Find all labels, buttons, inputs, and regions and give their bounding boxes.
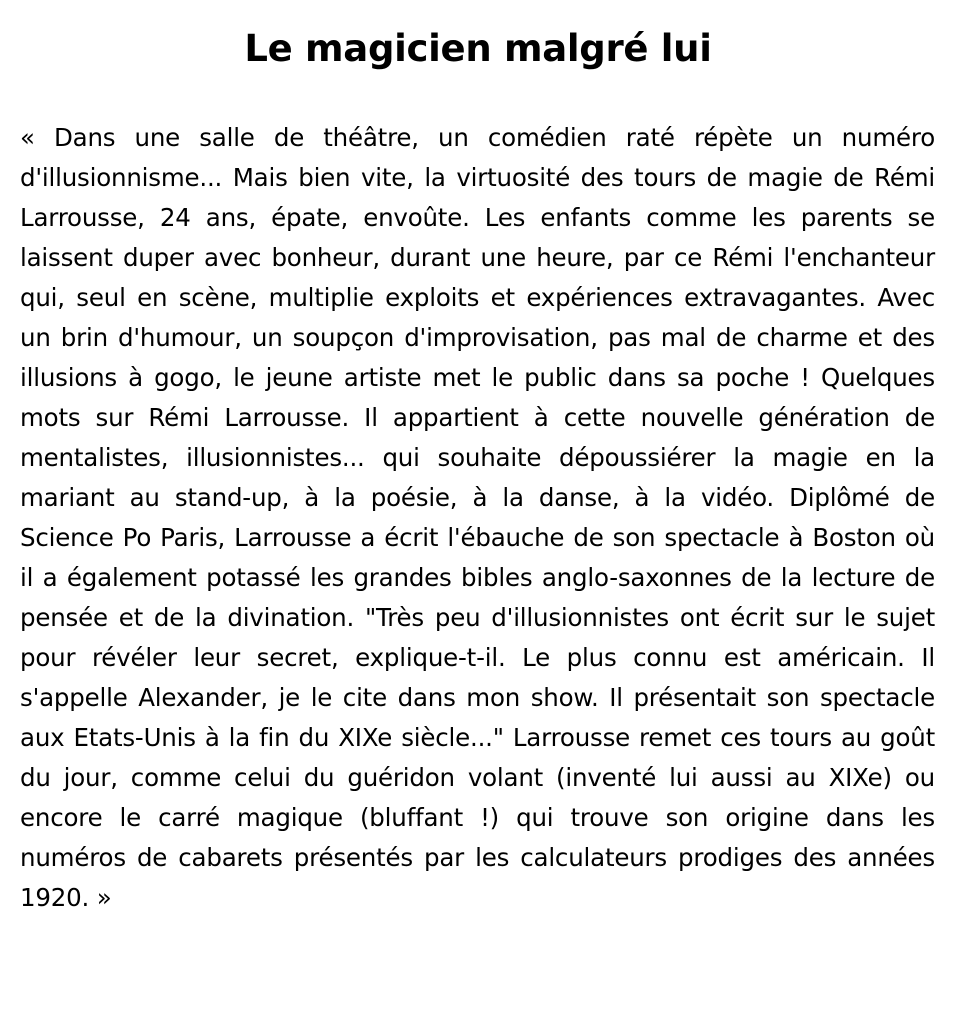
document-title: Le magicien malgré lui — [244, 27, 712, 70]
article-body: « Dans une salle de théâtre, un comédien raté répète un numéro d'illusionnisme... Mais bien vite, la virtuosité des tours de magie de Rémi Larrousse, 24 ans, épate, envoûte. Les enfants comme les parents se laissent duper avec bonheur, durant une heure, par ce Rémi l'enchanteur qui, seul en scène, multiplie exploits et expériences extravagantes. Avec un brin d'humour, un soupçon d'improvisation, pas mal de charme et des illusions à gogo, le jeune artiste met le public dans sa poche ! Quelques mots sur Rémi Larrousse. Il appartient à cette nouvelle génération de mentalistes, illusionnistes... qui souhaite dépoussiérer la magie en la mariant au stand-up, à la poésie, à la danse, à la vidéo. Diplômé de Science Po Paris, Larrousse a écrit l'ébauche de son spectacle à Boston où il a également potassé les grandes bibles anglo-saxonnes de la lecture de pensée et de la divination. "Très peu d'illusionnistes ont écrit sur le sujet pour révéler leur secret, explique-t-il. Le plus connu est américain. Il s'appelle Alexander, je le cite dans mon show. Il présentait son spectacle aux Etats-Unis à la fin du XIXe siècle..." Larrousse remet ces tours au goût du jour, comme celui du guéridon volant (inventé lui aussi au XIXe) ou encore le carré magique (bluffant !) qui trouve son origine dans les numéros de cabarets présentés par les calculateurs prodiges des années 1920. » — [20, 123, 935, 912]
